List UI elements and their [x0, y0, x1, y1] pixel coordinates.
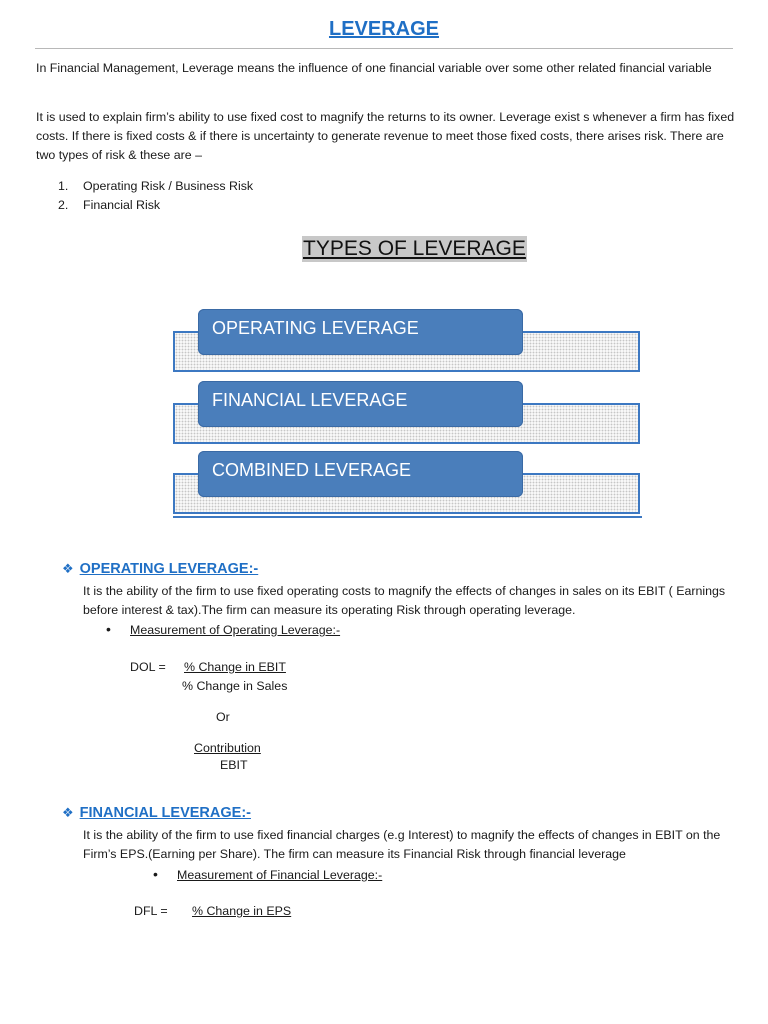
dol-label: DOL = [130, 660, 166, 674]
operating-measure-label: Measurement of Operating Leverage:- [130, 623, 341, 637]
operating-leverage-text: It is the ability of the firm to use fixed operating costs to magnify the effects of changes in sales on its EBIT ( Earnings before interest & tax).The firm can measure its operating Risk through operating leverage. [83, 584, 726, 617]
list-number: 1. [58, 179, 69, 193]
diamond-star-icon: ❖ [62, 805, 74, 820]
financial-leverage-heading [62, 805, 251, 821]
list-number: 2. [58, 198, 69, 212]
document-title: LEVERAGE [328, 18, 440, 40]
diamond-star-icon: ❖ [62, 561, 74, 576]
list-item-label: Financial Risk [83, 198, 161, 212]
combined-leverage-box: COMBINED LEVERAGE [198, 451, 523, 497]
dol-alt-numerator: Contribution [194, 741, 261, 755]
operating-measure-item [106, 620, 340, 640]
dol-denominator: % Change in Sales [182, 679, 288, 693]
diagram-baseline [173, 516, 642, 518]
financial-leverage-box: FINANCIAL LEVERAGE [198, 381, 523, 427]
round-bullet-icon: • [106, 621, 111, 637]
types-heading: TYPES OF LEVERAGE [303, 237, 526, 260]
list-item [58, 177, 253, 196]
list-item-label: Operating Risk / Business Risk [83, 179, 254, 193]
financial-leverage-text: It is the ability of the firm to use fixed financial charges (e.g Interest) to magnify the effects of changes in EBIT on the Firm’s EPS.(Earning per Share). The firm can measure its Financial Risk through financial leverage [83, 828, 721, 861]
dol-alt-denominator: EBIT [220, 758, 248, 772]
heading-text: OPERATING LEVERAGE:- [79, 561, 259, 577]
financial-measure-item [153, 865, 382, 885]
heading-text: FINANCIAL LEVERAGE:- [79, 805, 251, 821]
operating-leverage-heading [62, 561, 258, 577]
title-divider [35, 48, 733, 49]
dfl-label: DFL = [134, 904, 168, 918]
risk-list [58, 177, 253, 215]
operating-leverage-box: OPERATING LEVERAGE [198, 309, 523, 355]
list-item [58, 196, 253, 215]
intro-paragraph-2: It is used to explain firm’s ability to use fixed cost to magnify the returns to its owner. Leverage exist s whenever a firm has fixed costs. If there is fixed costs & if there is uncertainty to generate revenue to meet those fixed costs, there arises risk. There are two types of risk & these are – [36, 110, 735, 162]
dfl-numerator: % Change in EPS [192, 904, 292, 918]
financial-measure-label: Measurement of Financial Leverage:- [177, 868, 383, 882]
intro-paragraph-1: In Financial Management, Leverage means the influence of one financial variable over some other related financial variable [36, 61, 712, 75]
round-bullet-icon: • [153, 866, 158, 882]
or-text: Or [216, 710, 230, 724]
dol-numerator: % Change in EBIT [184, 660, 286, 674]
